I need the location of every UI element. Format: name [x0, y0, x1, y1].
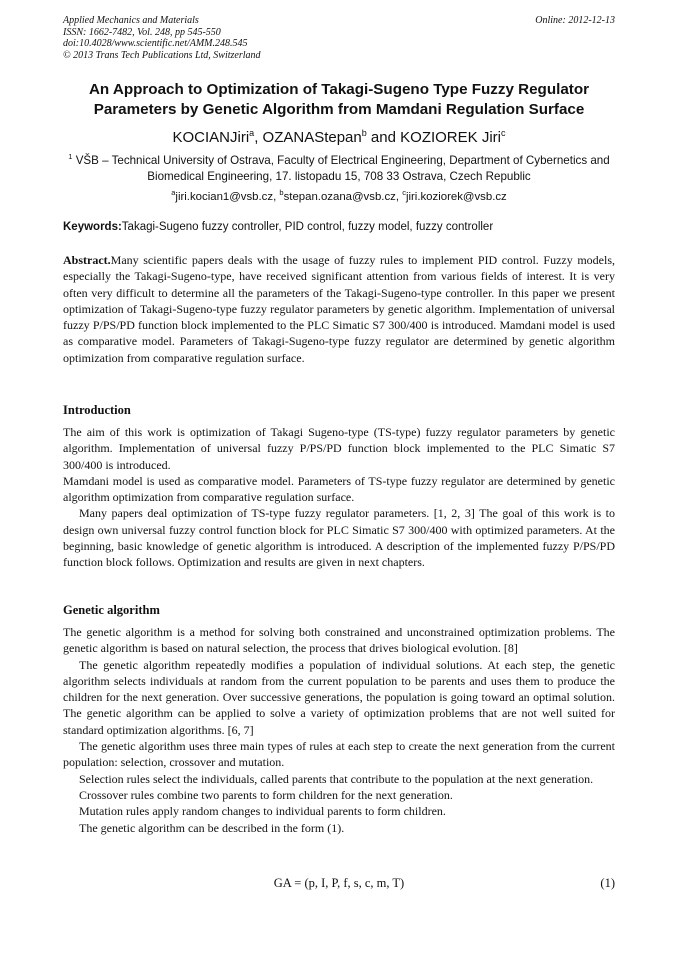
paragraph: Many papers deal optimization of TS-type fuzzy regulator parameters. [1, 2, 3] The goal of this work is to design own universal fuzzy control function block for PLC Simatic S7 300/400 with optimized parameters. At the beginning, basic knowledge of genetic algorithm is introduced. A description of the implemented fuzzy P/PS/PD function block follows. Optimization and results are given in next chapters. [63, 506, 615, 570]
paragraph: Mamdani model is used as comparative model. Parameters of TS-type fuzzy regulator are determined by genetic algorithm optimization from comparative regulation surface. [63, 473, 615, 505]
paragraph: The genetic algorithm repeatedly modifies a population of individual solutions. At each step, the genetic algorithm selects individuals at random from the current population to be parents and uses them to produce the children for the next generation. Over successive generations, the population is going toward an optimal solution. The genetic algorithm can be applied to solve a variety of optimization problems that are not well suited for standard optimization algorithms. [6, 7] [63, 657, 615, 737]
equation-text: GA = (p, I, P, f, s, c, m, T) [273, 876, 405, 890]
email-address: jiri.kocian1@vsb.cz [175, 190, 274, 203]
keywords-label: Keywords: [63, 221, 122, 233]
paragraph: Mutation rules apply random changes to individual parents to form children. [79, 804, 446, 819]
genetic-algorithm-body [63, 624, 615, 836]
paragraph: The aim of this work is optimization of Takagi Sugeno-type (TS-type) fuzzy regulator parameters by genetic algorithm. Implementation of universal fuzzy P/PS/PD function block implemented to the PLC Simatic S7 300/400 is introduced. [63, 425, 615, 472]
affiliation-text: VŠB – Technical University of Ostrava, Faculty of Electrical Engineering, Department of Cybernetics and Biomedical Engineering, 17. listopadu 15, 708 33 Ostrava, Czech Republic [72, 153, 610, 184]
email-address: jiri.koziorek@vsb.cz [405, 190, 507, 203]
author-name: OZANAStepan [262, 129, 362, 146]
abstract-label: Abstract. [63, 253, 111, 267]
email-list [63, 185, 615, 205]
introduction-body [63, 424, 615, 571]
email-superscript: b [279, 188, 284, 197]
publication-header [63, 15, 615, 61]
author-separator: , [254, 129, 263, 146]
email-separator: , [273, 190, 280, 203]
author-name: KOZIOREK Jiri [400, 129, 501, 146]
affiliation-superscript: 1 [68, 152, 73, 161]
author-superscript: a [249, 128, 255, 138]
author-list [63, 124, 615, 147]
author-separator: and [366, 129, 401, 146]
email-superscript: c [402, 188, 406, 197]
section-heading-genetic-algorithm: Genetic algorithm [63, 603, 160, 617]
keywords [63, 220, 615, 235]
email-address: stepan.ozana@vsb.cz [283, 190, 396, 203]
paper-title: An Approach to Optimization of Takagi-Sugeno Type Fuzzy Regulator Parameters by Genetic Algorithm from Mamdani Regulation Surface [88, 81, 590, 118]
author-superscript: c [500, 128, 506, 138]
email-separator: , [395, 190, 403, 203]
abstract-text: Many scientific papers deals with the usage of fuzzy rules to implement PID control. Fuzzy models, especially the Takagi-Sugeno-type, have received significant attention from various fields of interest. It is very often very difficult to determine all the parameters of the Takagi-Sugeno-type controller. In this paper we present optimization of Takagi-Sugeno-type fuzzy regulator parameters by genetic algorithm. Implementation of universal fuzzy P/PS/PD function block implemented to the PLC Simatic S7 300/400 is introduced. Mamdani model is used as comparative model. Parameters of Takagi-Sugeno-type fuzzy regulator are determined by genetic algorithm optimization from comparative regulation surface. [63, 253, 615, 365]
abstract [63, 252, 615, 366]
email-superscript: a [171, 188, 176, 197]
online-date: Online: 2012-12-13 [535, 15, 615, 26]
equation-1 [63, 874, 615, 892]
author-name: KOCIANJiri [172, 129, 250, 146]
affiliation [63, 149, 615, 186]
paragraph: The genetic algorithm is a method for solving both constrained and unconstrained optimization problems. The genetic algorithm is based on natural selection, the process that drives biological evolution. [8] [63, 625, 615, 656]
journal-name: Applied Mechanics and Materials [63, 15, 199, 26]
copyright-line: © 2013 Trans Tech Publications Ltd, Switzerland [63, 49, 261, 61]
author-superscript: b [361, 128, 367, 138]
issn-line: ISSN: 1662-7482, Vol. 248, pp 545-550 [63, 26, 221, 38]
section-heading-introduction: Introduction [63, 403, 131, 417]
paragraph: The genetic algorithm can be described in the form (1). [79, 820, 345, 835]
paragraph: The genetic algorithm uses three main types of rules at each step to create the next generation from the current population: selection, crossover and mutation. [63, 739, 615, 770]
paragraph: Crossover rules combine two parents to form children for the next generation. [79, 787, 453, 802]
paragraph: Selection rules select the individuals, called parents that contribute to the population at the next generation. [79, 771, 594, 786]
doi-line: doi:10.4028/www.scientific.net/AMM.248.545 [63, 38, 248, 49]
keywords-text: Takagi-Sugeno fuzzy controller, PID control, fuzzy model, fuzzy controller [121, 221, 494, 233]
equation-number: (1) [600, 876, 615, 890]
